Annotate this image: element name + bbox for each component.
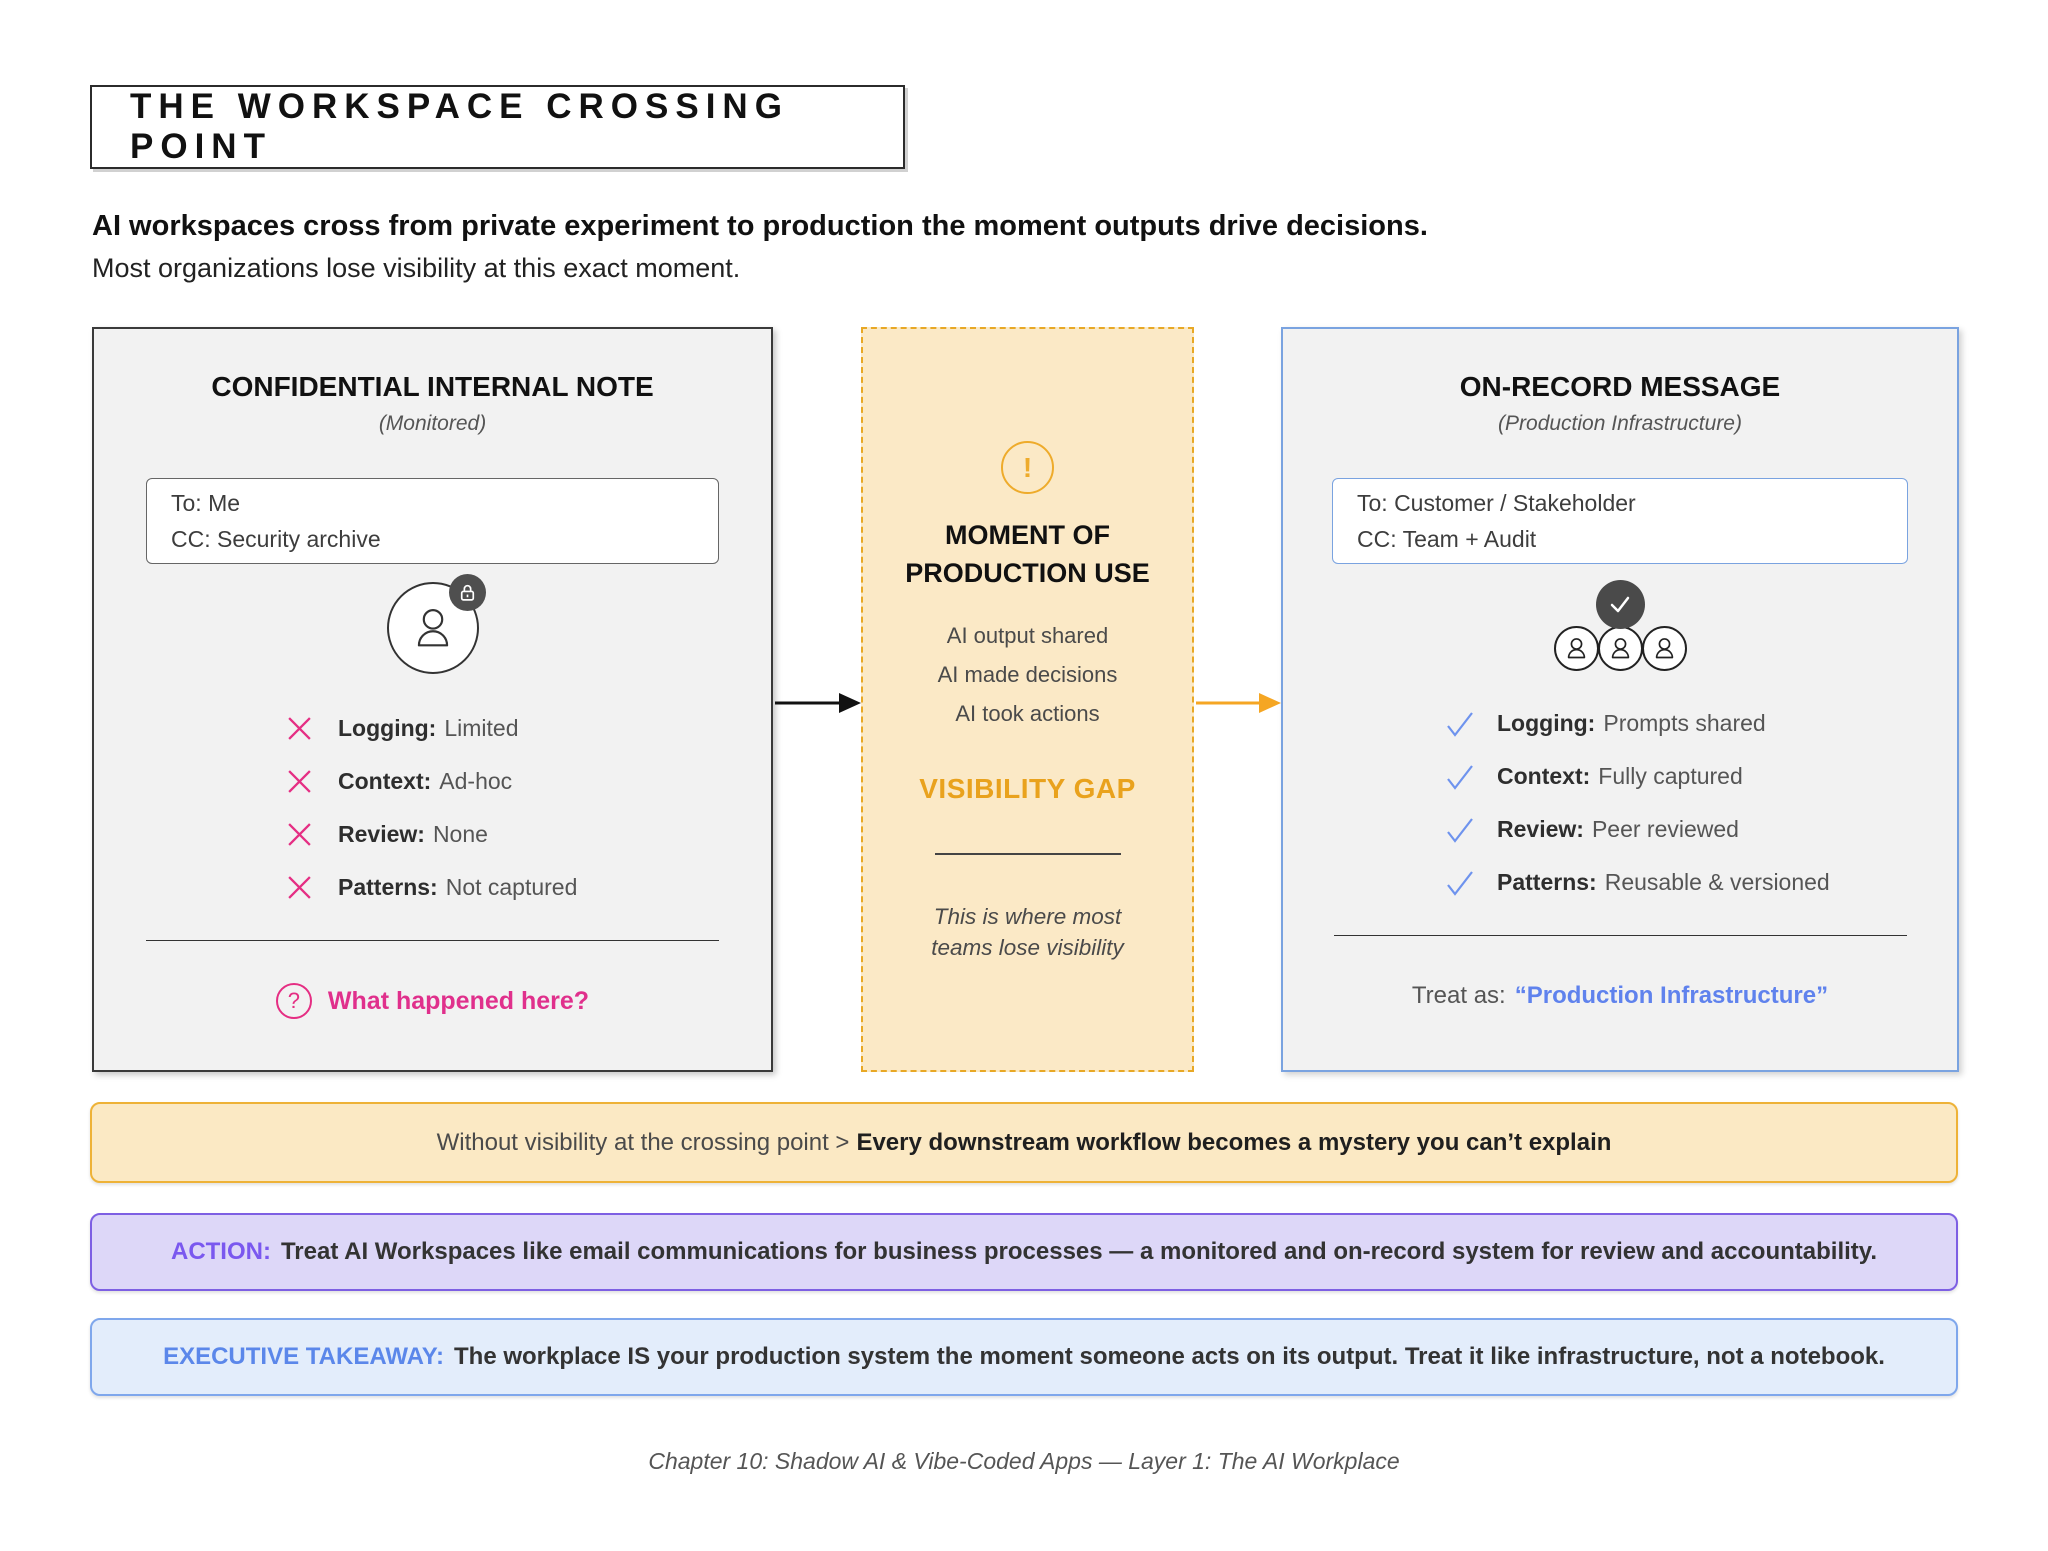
x-icon	[286, 821, 316, 848]
moment-of-production-panel	[861, 327, 1194, 1072]
alert-icon: !	[1001, 441, 1054, 494]
question-row	[276, 983, 589, 1019]
subtitle-regular-line: Most organizations lose visibility at this exact moment.	[92, 253, 741, 283]
subtitle-block	[92, 210, 1428, 284]
check-icon	[1445, 869, 1475, 897]
treat-as-value: “Production Infrastructure”	[1514, 982, 1829, 1009]
list-item	[286, 861, 577, 914]
event-item: AI output shared	[946, 623, 1109, 648]
arrow-left-to-middle	[775, 690, 861, 716]
question-icon: ?	[276, 983, 312, 1019]
list-item	[1445, 856, 1830, 909]
left-recipient-box	[146, 478, 719, 564]
person-icon	[1598, 626, 1643, 671]
attribute-value: Fully captured	[1598, 763, 1743, 789]
visibility-note: This is where most teams lose visibility	[931, 904, 1124, 960]
middle-panel-title: MOMENT OF PRODUCTION USE	[905, 520, 1150, 588]
left-panel-subtitle: (Monitored)	[378, 412, 487, 435]
treat-as-row	[1412, 982, 1828, 1010]
x-icon	[286, 768, 316, 795]
page-title-box	[90, 85, 905, 169]
check-icon	[1445, 816, 1475, 844]
left-to-line: To: Me	[171, 489, 241, 516]
attribute-label: Logging:	[338, 715, 437, 741]
attribute-label: Context:	[1497, 763, 1591, 789]
attribute-label: Patterns:	[1497, 869, 1597, 895]
check-icon	[1445, 710, 1475, 738]
action-banner	[90, 1213, 1958, 1291]
takeaway-text: The workplace IS your production system the moment someone acts on its output. Treat it like infrastructure, not a notebook.	[454, 1343, 1885, 1370]
list-item	[1445, 803, 1830, 856]
left-attributes-list	[286, 702, 577, 914]
attribute-label: Review:	[338, 821, 425, 847]
takeaway-banner	[90, 1318, 1958, 1396]
warning-bold-text: Every downstream workflow becomes a mystery you can’t explain	[856, 1128, 1612, 1156]
question-text: What happened here?	[327, 986, 590, 1015]
right-panel-title: ON-RECORD MESSAGE	[1459, 371, 1781, 402]
warning-banner	[90, 1102, 1958, 1183]
right-cc-line: CC: Team + Audit	[1357, 525, 1537, 552]
left-cc-line: CC: Security archive	[171, 525, 381, 552]
chapter-footer: Chapter 10: Shadow AI & Vibe-Coded Apps — Layer 1: The AI Workplace	[648, 1448, 1400, 1474]
person-icon	[407, 602, 459, 654]
check-icon	[1445, 763, 1475, 791]
left-divider	[146, 940, 719, 941]
treat-as-label: Treat as:	[1411, 982, 1506, 1009]
list-item	[1445, 697, 1830, 750]
attribute-label: Logging:	[1497, 710, 1596, 736]
x-icon	[286, 715, 316, 742]
page-title: THE WORKSPACE CROSSING POINT	[130, 87, 789, 166]
event-item: AI made decisions	[937, 662, 1118, 687]
middle-divider	[935, 853, 1121, 855]
attribute-value: None	[432, 821, 488, 847]
list-item	[286, 702, 577, 755]
event-item: AI took actions	[955, 701, 1100, 726]
production-events	[938, 616, 1118, 733]
attribute-value: Reusable & versioned	[1604, 869, 1830, 895]
right-divider	[1334, 935, 1907, 936]
check-badge-icon	[1596, 580, 1645, 629]
right-recipient-box	[1332, 478, 1908, 564]
list-item	[286, 808, 577, 861]
arrow-middle-to-right	[1196, 690, 1281, 716]
attribute-value: Prompts shared	[1603, 710, 1766, 736]
team-approval-zone	[1554, 580, 1687, 671]
attribute-value: Ad-hoc	[439, 768, 513, 794]
x-icon	[286, 874, 316, 901]
on-record-message-panel	[1281, 327, 1959, 1072]
subtitle-bold-line: AI workspaces cross from private experiment to production the moment outputs drive decisions.	[92, 210, 1428, 242]
action-text: Treat AI Workspaces like email communications for business processes — a monitored and on-record system for review and accountability.	[280, 1238, 1878, 1265]
person-icon	[1554, 626, 1599, 671]
warning-prefix: Without visibility at the crossing point >	[436, 1128, 850, 1156]
list-item	[286, 755, 577, 808]
panel-row	[92, 327, 1959, 1072]
attribute-value: Peer reviewed	[1591, 816, 1739, 842]
confidential-note-panel	[92, 327, 773, 1072]
right-attributes-list	[1445, 697, 1830, 909]
right-panel-subtitle: (Production Infrastructure)	[1498, 412, 1742, 435]
lock-icon	[449, 574, 486, 611]
attribute-label: Review:	[1497, 816, 1584, 842]
action-label: ACTION:	[170, 1238, 271, 1265]
person-icon	[1642, 626, 1687, 671]
attribute-value: Limited	[444, 715, 519, 741]
right-to-line: To: Customer / Stakeholder	[1357, 489, 1636, 516]
list-item	[1445, 750, 1830, 803]
private-user-avatar	[373, 580, 493, 676]
takeaway-label: EXECUTIVE TAKEAWAY:	[163, 1343, 445, 1370]
attribute-value: Not captured	[445, 874, 578, 900]
attribute-label: Patterns:	[338, 874, 438, 900]
left-panel-title: CONFIDENTIAL INTERNAL NOTE	[211, 371, 654, 402]
visibility-gap-label: VISIBILITY GAP	[919, 773, 1136, 804]
team-avatars	[1554, 626, 1687, 671]
attribute-label: Context:	[338, 768, 432, 794]
